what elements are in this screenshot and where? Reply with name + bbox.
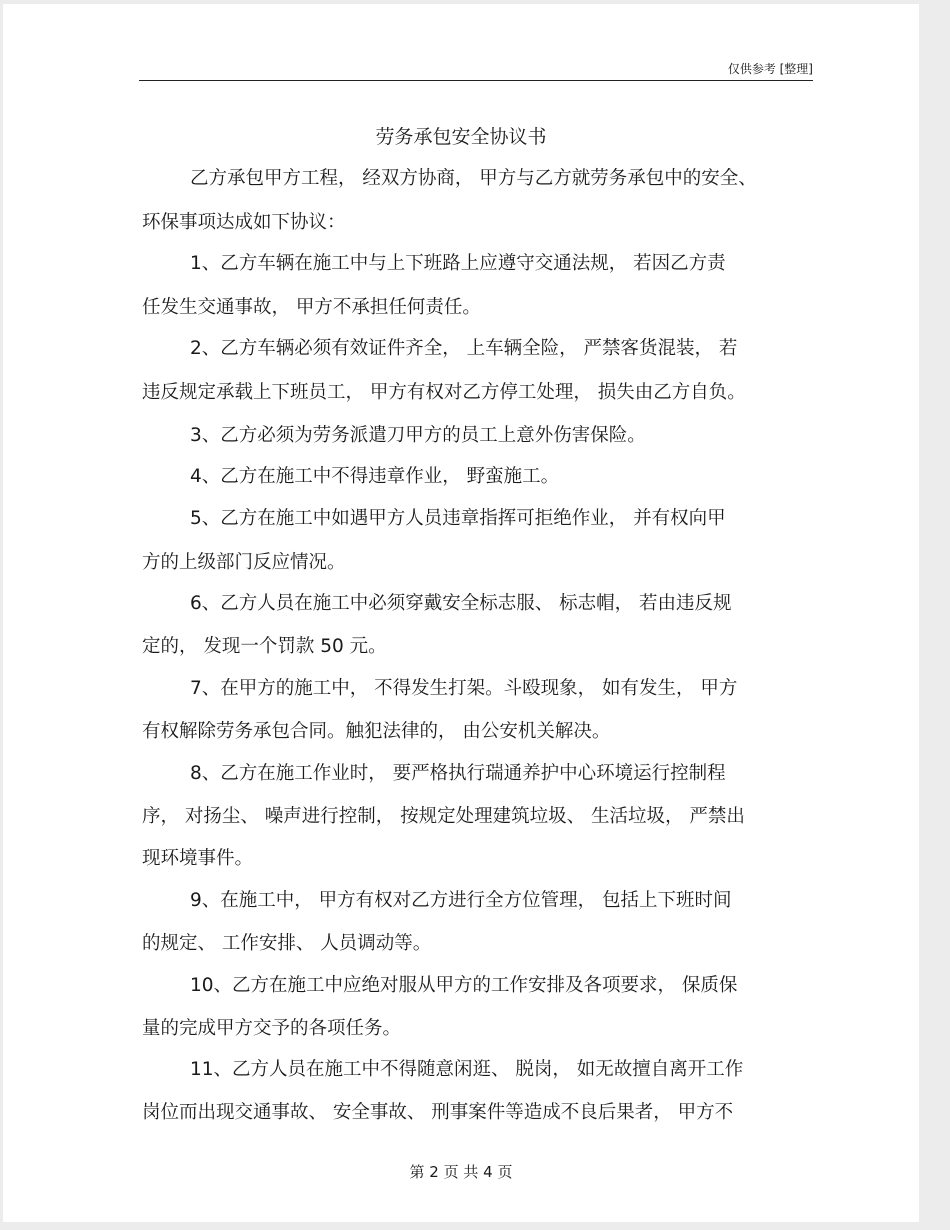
document-title: 劳务承包安全协议书: [375, 126, 547, 148]
page-header: 仅供参考 [整理]: [727, 62, 813, 76]
paragraph-line: 方的上级部门反应情况。: [142, 552, 346, 573]
paragraph-line: 岗位而出现交通事故、 安全事故、 刑事案件等造成不良后果者， 甲方不: [142, 1102, 734, 1123]
paragraph-line: 违反规定承载上下班员工， 甲方有权对乙方停工处理， 损失由乙方自负。: [142, 382, 746, 403]
paragraph-line: 的规定、 工作安排、 人员调动等。: [142, 933, 432, 954]
paragraph-line: 11、乙方人员在施工中不得随意闲逛、 脱岗， 如无故擅自离开工作: [190, 1059, 744, 1080]
paragraph-line: 定的， 发现一个罚款 50 元。: [142, 636, 387, 657]
paragraph-line: 乙方承包甲方工程， 经双方协商， 甲方与乙方就劳务承包中的安全、: [190, 168, 757, 189]
header-rule: [139, 80, 813, 81]
paragraph-line: 序， 对扬尘、 噪声进行控制， 按规定处理建筑垃圾、 生活垃圾， 严禁出: [142, 806, 745, 827]
paragraph-line: 7、在甲方的施工中， 不得发生打架。斗殴现象， 如有发生， 甲方: [190, 678, 738, 699]
paragraph-line: 10、乙方在施工中应绝对服从甲方的工作安排及各项要求， 保质保: [190, 975, 738, 996]
paragraph-line: 8、乙方在施工作业时， 要严格执行瑞通养护中心环境运行控制程: [190, 763, 726, 784]
paragraph-line: 6、乙方人员在施工中必须穿戴安全标志服、 标志帽， 若由违反规: [190, 593, 732, 614]
paragraph-line: 4、乙方在施工中不得违章作业， 野蛮施工。: [190, 466, 560, 487]
document-page: [3, 4, 919, 1222]
paragraph-line: 5、乙方在施工中如遇甲方人员违章指挥可拒绝作业， 并有权向甲: [190, 508, 726, 529]
paragraph-line: 3、乙方必须为劳务派遣刀甲方的员工上意外伤害保险。: [190, 425, 646, 446]
paragraph-line: 环保事项达成如下协议：: [142, 212, 346, 233]
paragraph-line: 有权解除劳务承包合同。触犯法律的， 由公安机关解决。: [142, 721, 611, 742]
paragraph-line: 2、乙方车辆必须有效证件齐全， 上车辆全险， 严禁客货混装， 若: [190, 338, 738, 359]
page-number-footer: 第 2 页 共 4 页: [409, 1163, 513, 1181]
paragraph-line: 1、乙方车辆在施工中与上下班路上应遵守交通法规， 若因乙方责: [190, 253, 726, 274]
paragraph-line: 任发生交通事故， 甲方不承担任何责任。: [142, 297, 481, 318]
paragraph-line: 现环境事件。: [142, 848, 254, 869]
paragraph-line: 9、在施工中， 甲方有权对乙方进行全方位管理， 包括上下班时间: [190, 890, 732, 911]
paragraph-line: 量的完成甲方交予的各项任务。: [142, 1018, 402, 1039]
